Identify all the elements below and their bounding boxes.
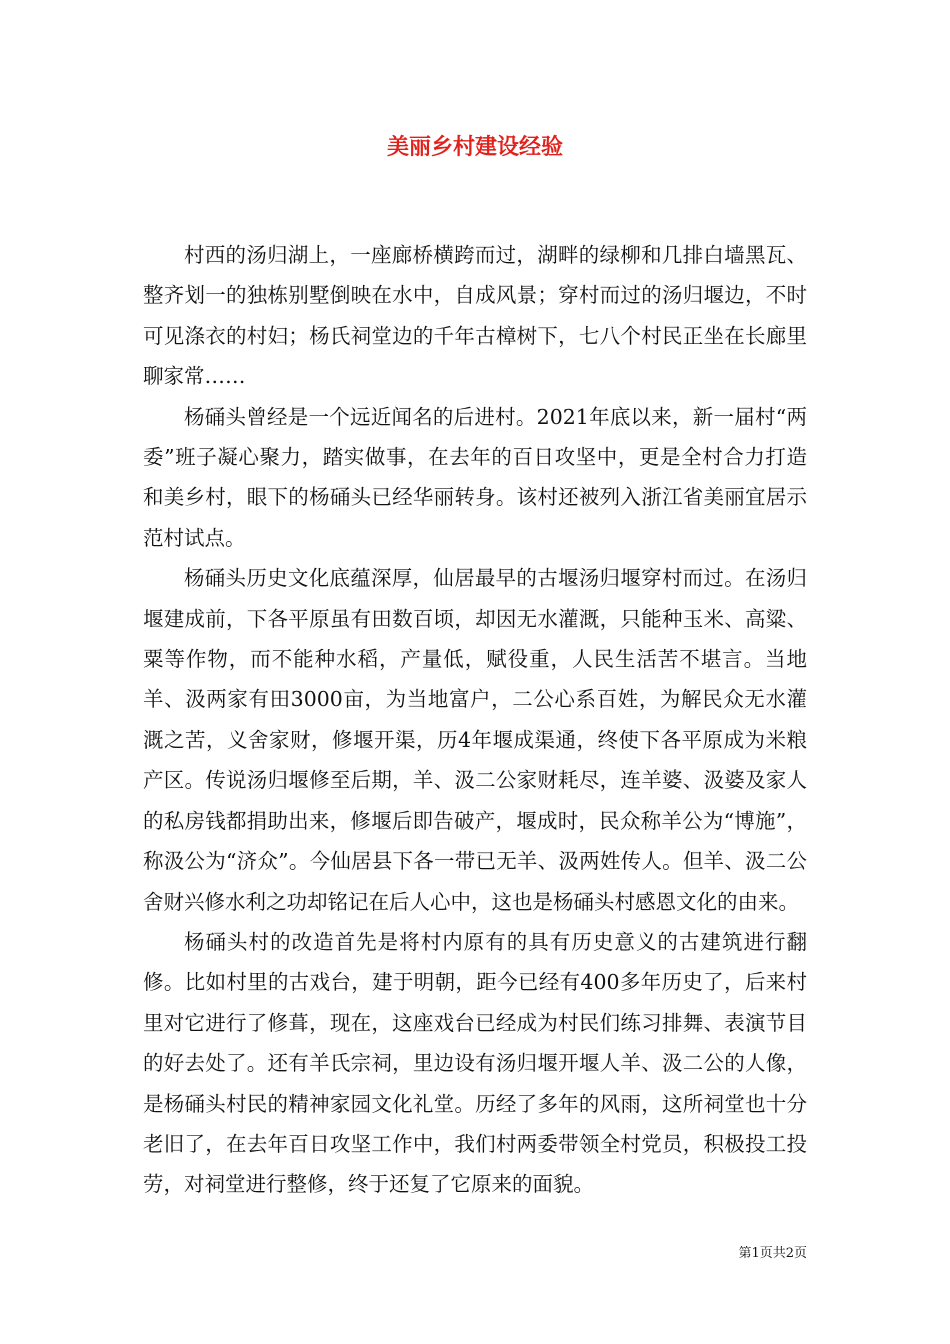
paragraph-1: 村西的汤归湖上，一座廊桥横跨而过，湖畔的绿柳和几排白墙黑瓦、整齐划一的独栋别墅倒映在水中，自成风景；穿村而过的汤归堰边，不时可见涤衣的村妇；杨氏祠堂边的千年古樟树下，七八个村民正坐在长廊里聊家常…… xyxy=(143,243,807,389)
paragraph-3: 杨硧头历史文化底蕴深厚，仙居最早的古堰汤归堰穿村而过。在汤归堰建成前，下各平原虽有田数百顷，却因无水灌溉，只能种玉米、高粱、粟等作物，而不能种水稻，产量低，赋役重，人民生活苦不堪言。当地羊、汲两家有田3000亩，为当地富户，二公心系百姓，为解民众无水灌溉之苦，义舍家财，修堰开渠，历4年堰成渠通，终使下各平原成为米粮产区。传说汤归堰修至后期，羊、汲二公家财耗尽，连羊婆、汲婆及家人的私房钱都捐助出来，修堰后即告破产，堰成时，民众称羊公为“博施”，称汲公为“济众”。今仙居县下各一带已无羊、汲两姓传人。但羊、汲二公舍财兴修水利之功却铭记在后人心中，这也是杨硧头村感恩文化的由来。 xyxy=(143,566,807,914)
document-title: 美丽乡村建设经验 xyxy=(386,134,563,160)
paragraph-2: 杨硧头曾经是一个远近闻名的后进村。2021年底以来，新一届村“两委”班子凝心聚力，踏实做事，在去年的百日攻坚中，更是全村合力打造和美乡村，眼下的杨硧头已经华丽转身。该村还被列入浙江省美丽宜居示范村试点。 xyxy=(143,404,807,550)
document-body xyxy=(143,235,807,1205)
page-number-footer: 第1页共2页 xyxy=(738,1246,807,1261)
paragraph-4: 杨硧头村的改造首先是将村内原有的具有历史意义的古建筑进行翻修。比如村里的古戏台，建于明朝，距今已经有400多年历史了，后来村里对它进行了修葺，现在，这座戏台已经成为村民们练习排舞、表演节目的好去处了。还有羊氏宗祠，里边设有汤归堰开堰人羊、汲二公的人像，是杨硧头村民的精神家园文化礼堂。历经了多年的风雨，这所祠堂也十分老旧了，在去年百日攻坚工作中，我们村两委带领全村党员，积极投工投劳，对祠堂进行整修，终于还复了它原来的面貌。 xyxy=(143,929,807,1197)
